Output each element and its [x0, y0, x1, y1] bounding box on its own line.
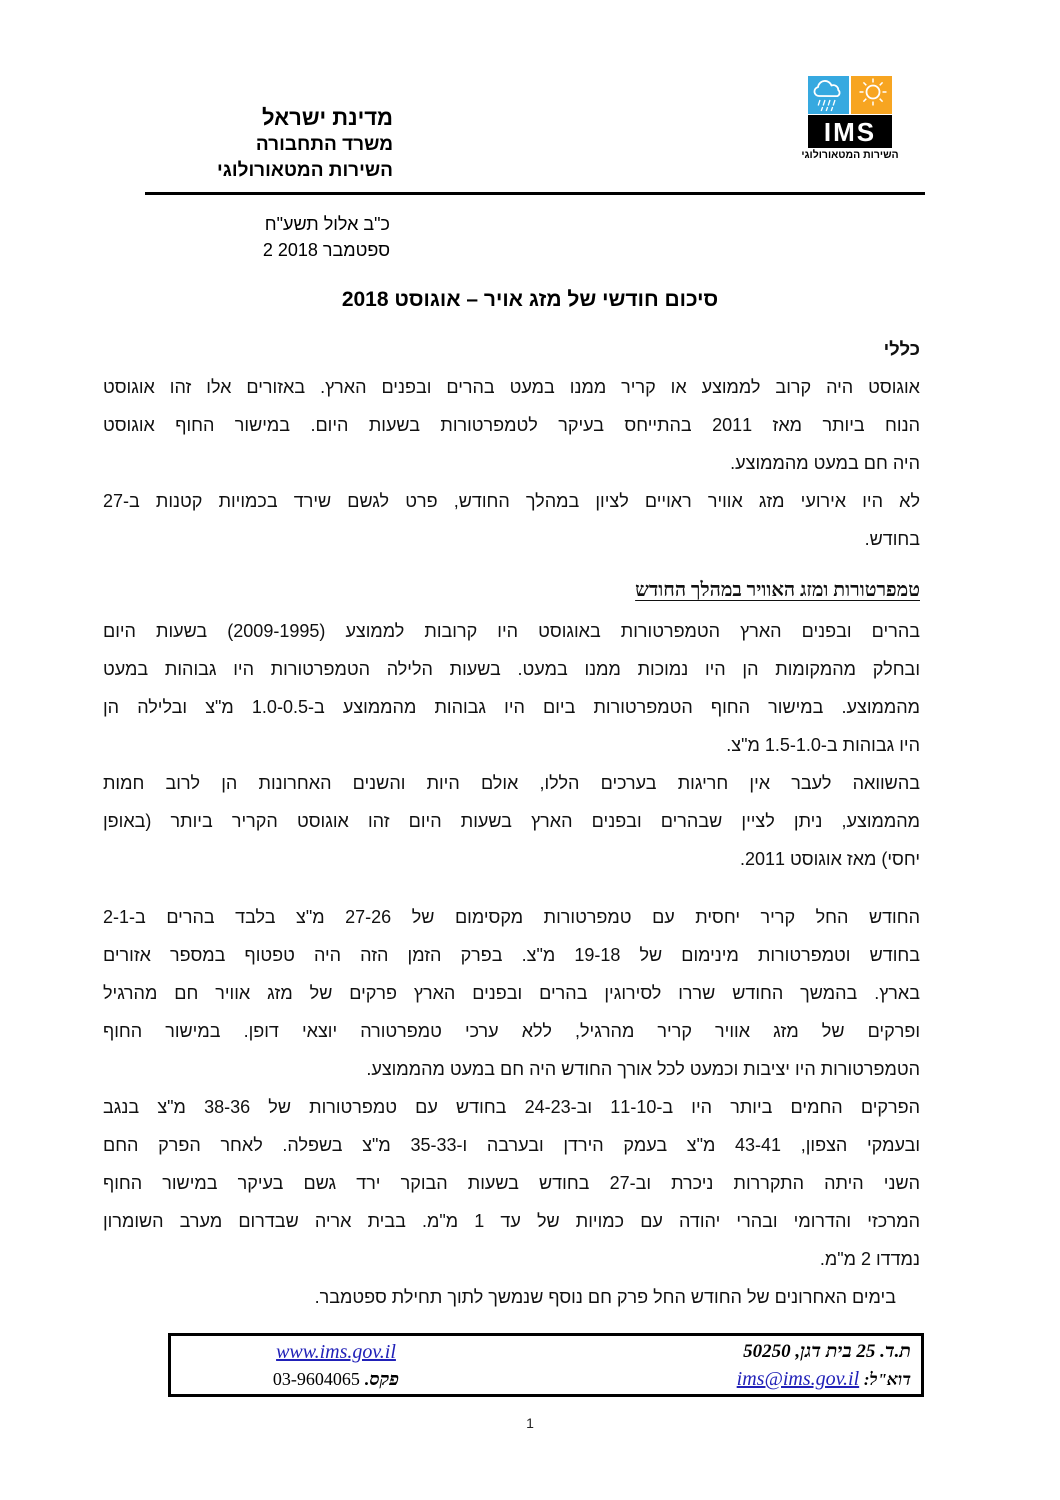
sun-icon: [851, 76, 892, 114]
section-heading-block: [103, 572, 920, 610]
paragraph-line: יחסי) מאז אוגוסט 2011.: [739, 849, 920, 869]
paragraph-line: בימים האחרונים של החודש החל פרק חם נוסף שנמשך לתוך תחילת ספטמבר.: [314, 1287, 896, 1307]
paragraph-block: [103, 612, 920, 764]
paragraph-block: [103, 368, 920, 482]
paragraph-line: נמדדו 2 מ"מ.: [819, 1249, 920, 1269]
paragraph-line: הטמפרטורות היו יציבות וכמעט לכל אורך החודש היה חם במעט מהממוצע.: [366, 1059, 920, 1079]
paragraph-line: מהממוצע, ניתן לציין שבהרים ובפנים הארץ בשעות היום זהו אוגוסט הקריר ביותר (באופן: [103, 811, 920, 831]
section-heading: טמפרטורות ומזג האוויר במהלך החודש: [635, 580, 920, 601]
paragraph-line: הנוח ביותר מאז 2011 בהתייחס בעיקר לטמפרטורות בשעות היום. במישור החוף אוגוסט: [103, 415, 920, 435]
cloud-rain-icon: [808, 76, 849, 114]
paragraph-line: בחודש.: [864, 529, 920, 549]
paragraph-line: היו גבוהות ב-1.5-1.0 מ"צ.: [726, 735, 920, 755]
email-link[interactable]: ims@ims.gov.il: [736, 1368, 860, 1390]
paragraph-line: בארץ. בהמשך החודש שררו לסירוגין בהרים ובפנים הארץ פרקים של מזג אוויר חם מהרגיל: [103, 983, 920, 1003]
gregorian-date: 2 ספטמבר 2018: [262, 240, 390, 260]
section-heading-block: [103, 330, 920, 368]
email-line: [501, 1365, 911, 1394]
footer-left-column: [171, 1336, 501, 1394]
footer-right-column: [501, 1336, 921, 1394]
postal-address: ת.ד. 25 בית דגן, 50250: [743, 1341, 911, 1362]
paragraph-block: [103, 482, 920, 558]
page-number: 1: [526, 1415, 534, 1431]
org-line-state: מדינת ישראל: [262, 105, 393, 130]
paragraph-line: בהשוואה לעבר אין חריגות בערכים הללו, אולם היות והשנים האחרונות הן לרוב חמות: [103, 773, 920, 793]
paragraph-line: ופרקים של מזג אוויר קריר מהרגיל, ללא ערכי טמפרטורה יוצאי דופן. במישור החוף: [103, 1021, 920, 1041]
paragraph-line: ובעמקי הצפון, 43-41 מ"צ בעמק הירדן ובערבה ו-35-33 מ"צ בשפלה. לאחר הפרק החם: [103, 1135, 921, 1155]
paragraph-line: אוגוסט היה קרוב לממוצע או קריר ממנו במעט בהרים ובפנים הארץ. באזורים אלו זהו אוגוסט: [103, 377, 920, 397]
header-divider: [145, 192, 925, 195]
paragraph-line: ובחלק מהמקומות הן היו נמוכות ממנו במעט. בשעות הלילה הטמפרטורות היו גבוהות במעט: [103, 659, 920, 679]
org-name-block: [217, 104, 393, 184]
paragraph-line: הפרקים החמים ביותר היו ב-11-10 וב-24-23 בחודש עם טמפרטורות של 38-36 מ"צ בנגב: [103, 1097, 921, 1117]
section-heading: כללי: [883, 338, 920, 359]
email-label: דוא"ל:: [863, 1370, 911, 1389]
paragraph-line: לא היו אירועי מזג אוויר ראויים לציון במהלך החודש, פרט לגשם שירד בכמויות קטנות ב-27: [103, 491, 920, 511]
paragraph-line: השני היתה התקררות ניכרת וב-27 בחודש בשעות הבוקר ירד גשם בעיקר במישור החוף: [103, 1173, 920, 1193]
contact-footer: [168, 1333, 924, 1397]
ims-logo: [794, 76, 906, 161]
fax-number: 03-9604065: [272, 1369, 360, 1389]
org-line-service: השירות המטאורולוגי: [217, 160, 393, 181]
hebrew-date: כ"ב אלול תשע"ח: [264, 214, 390, 234]
paragraph-line: המרכזי והדרומי ובהרי יהודה עם כמויות של עד 1 מ"מ. בבית אריה שבדרום מערב השומרון: [103, 1211, 920, 1231]
paragraph-block: [103, 898, 920, 1088]
document-body: [103, 330, 920, 1316]
website-link[interactable]: www.ims.gov.il: [276, 1341, 396, 1363]
document-title: סיכום חודשי של מזג אויר – אוגוסט 2018: [341, 288, 719, 311]
paragraph-line: בהרים ובפנים הארץ הטמפרטורות באוגוסט היו קרובות לממוצע (2009-1995) בשעות היום: [103, 621, 920, 641]
paragraph-line: בחודש וטמפרטורות מינימום של 19-18 מ"צ. בפרק הזמן הזה היה טפטוף במספר אזורים: [103, 945, 920, 965]
logo-acronym: IMS: [808, 115, 892, 148]
fax-label: פקס.: [364, 1369, 400, 1389]
paragraph-line: היה חם במעט מהממוצע.: [730, 453, 920, 473]
logo-squares: [794, 76, 906, 114]
paragraph-line: מהממוצע. במישור החוף הטמפרטורות ביום היו גבוהות מהממוצע ב-1.0-0.5 מ"צ ובלילה הן: [103, 697, 921, 717]
org-line-ministry: משרד התחבורה: [255, 134, 393, 155]
logo-caption: השירות המטאורולוגי: [801, 149, 899, 161]
paragraph-line: החודש החל קריר יחסית עם טמפרטורות מקסימום של 27-26 מ"צ בלבד בהרים ב-2-1: [103, 907, 920, 927]
fax-line: [171, 1365, 501, 1393]
date-block: [263, 211, 390, 263]
paragraph-block: [103, 1088, 920, 1278]
paragraph-block: [103, 764, 920, 878]
paragraph-block: [103, 1278, 920, 1316]
